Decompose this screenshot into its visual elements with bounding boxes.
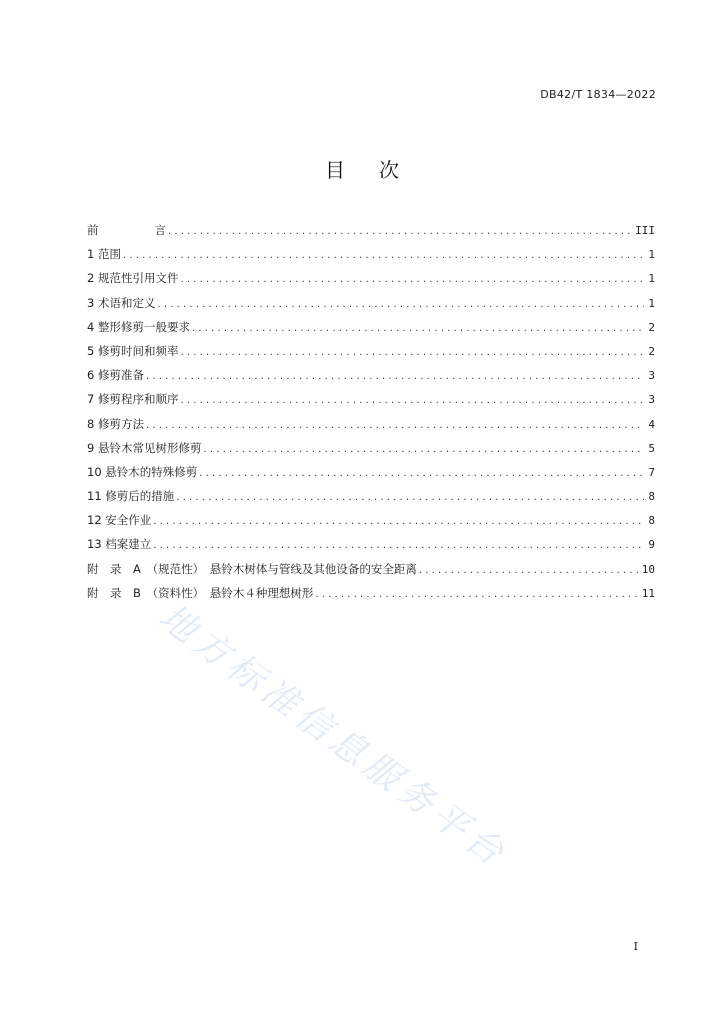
toc-entry-6[interactable] (87, 363, 655, 387)
toc-leader-dots (168, 220, 631, 244)
toc-leader-dots (192, 317, 644, 341)
toc-list (87, 218, 655, 605)
toc-entry-label: 7 修剪程序和顺序 (87, 392, 179, 407)
toc-entry-label: 3 术语和定义 (87, 295, 156, 310)
toc-leader-dots (180, 389, 644, 413)
toc-title: 目次 (325, 158, 433, 182)
toc-leader-dots (153, 510, 644, 534)
toc-entry-page: 11 (641, 586, 655, 600)
standard-code: DB42/T 1834—2022 (540, 88, 656, 101)
toc-entry-label: 5 修剪时间和频率 (87, 343, 179, 358)
toc-entry-label: 8 修剪方法 (87, 416, 144, 431)
toc-entry-label: 13 档案建立 (87, 537, 152, 552)
toc-entry-12[interactable] (87, 508, 655, 532)
toc-entry-8[interactable] (87, 412, 655, 436)
toc-entry-page: 3 (648, 393, 655, 407)
toc-leader-dots (203, 438, 644, 462)
toc-entry-label: 附 录 A （规范性） 悬铃木树体与管线及其他设备的安全距离 (87, 561, 417, 576)
watermark: 地方标准信息服务平台 (151, 596, 516, 877)
toc-entry-page: 8 (648, 514, 655, 528)
toc-entry-page: 10 (641, 562, 655, 576)
toc-entry-4[interactable] (87, 315, 655, 339)
toc-entry-page: 9 (648, 538, 655, 552)
toc-leader-dots (153, 534, 644, 558)
toc-entry-label: 12 安全作业 (87, 513, 152, 528)
toc-entry-label: 前 言 (87, 223, 166, 237)
toc-entry-label: 2 规范性引用文件 (87, 271, 179, 286)
toc-leader-dots (315, 583, 637, 607)
toc-entry-label: 10 悬铃木的特殊修剪 (87, 464, 198, 479)
toc-entry-label: 9 悬铃木常见树形修剪 (87, 440, 202, 455)
toc-entry-5[interactable] (87, 339, 655, 363)
toc-entry-11[interactable] (87, 484, 655, 508)
toc-leader-dots (157, 293, 644, 317)
toc-entry-page: 1 (648, 248, 655, 262)
toc-entry-foreword[interactable] (87, 218, 655, 242)
toc-leader-dots (123, 244, 644, 268)
toc-leader-dots (180, 268, 644, 292)
toc-leader-dots (176, 486, 644, 510)
toc-entry-label: 11 修剪后的措施 (87, 489, 175, 504)
toc-leader-dots (180, 341, 644, 365)
toc-entry-page: 7 (648, 465, 655, 479)
toc-entry-page: III (635, 224, 655, 237)
toc-entry-page: 2 (648, 344, 655, 358)
toc-entry-page: 5 (648, 441, 655, 455)
toc-entry-3[interactable] (87, 291, 655, 315)
toc-leader-dots (146, 414, 644, 438)
toc-entry-page: 3 (648, 369, 655, 383)
toc-entry-10[interactable] (87, 460, 655, 484)
toc-entry-1[interactable] (87, 242, 655, 266)
toc-entry-page: 1 (648, 296, 655, 310)
toc-leader-dots (146, 365, 644, 389)
toc-entry-page: 1 (648, 272, 655, 286)
toc-entry-9[interactable] (87, 436, 655, 460)
page-number: I (633, 940, 638, 953)
toc-entry-label: 附 录 B （资料性） 悬铃木４种理想树形 (87, 585, 314, 600)
toc-entry-label: 6 修剪准备 (87, 368, 144, 383)
toc-entry-annex-b[interactable] (87, 581, 655, 605)
toc-entry-2[interactable] (87, 266, 655, 290)
toc-entry-annex-a[interactable] (87, 557, 655, 581)
toc-entry-label: 1 范围 (87, 247, 121, 262)
toc-leader-dots (199, 462, 644, 486)
toc-entry-page: 8 (648, 490, 655, 504)
toc-entry-page: 2 (648, 320, 655, 334)
toc-entry-7[interactable] (87, 387, 655, 411)
toc-entry-label: 4 整形修剪一般要求 (87, 319, 190, 334)
toc-entry-page: 4 (648, 417, 655, 431)
toc-leader-dots (419, 559, 638, 583)
toc-entry-13[interactable] (87, 532, 655, 556)
